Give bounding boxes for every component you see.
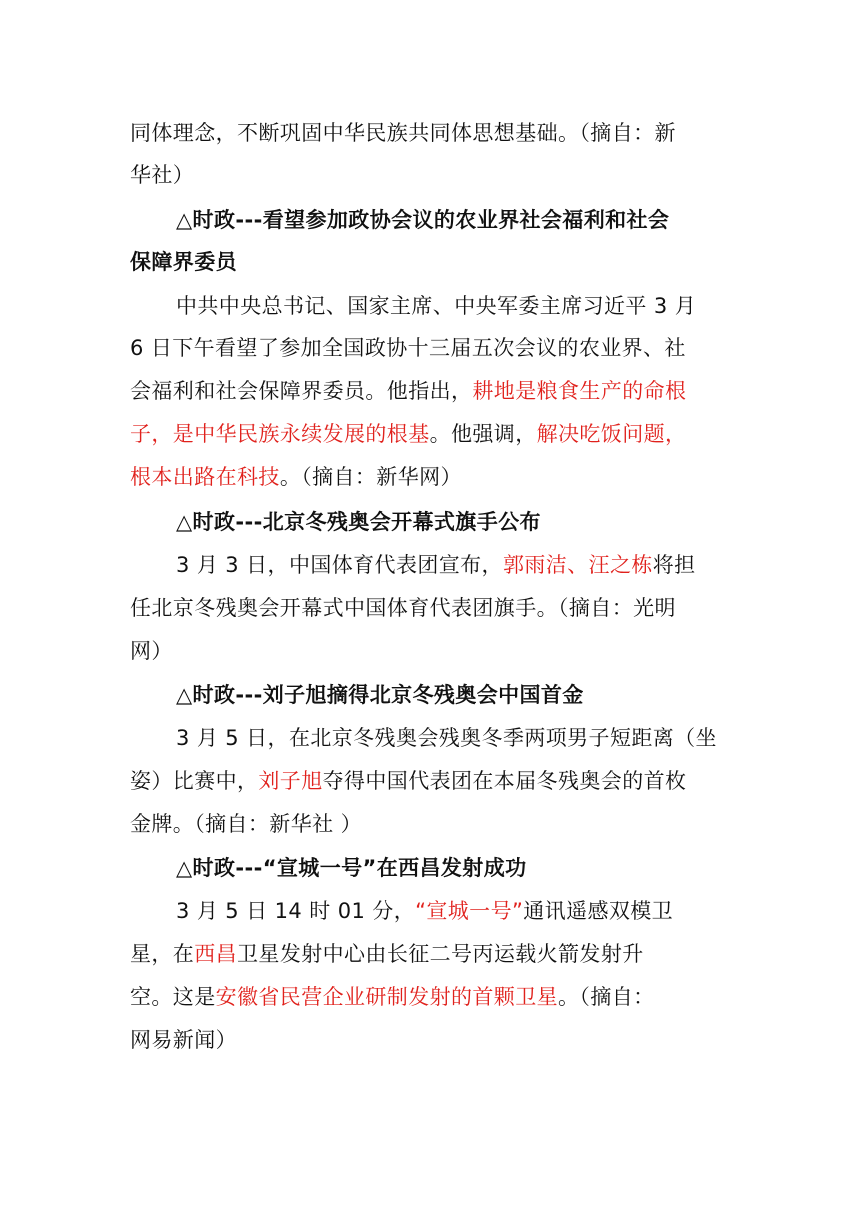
text-run: 3 月 5 日 14 时 01 分， (176, 899, 416, 923)
paragraph-line (130, 460, 732, 494)
text-run: 3 月 5 日，在北京冬残奥会残奥冬季两项男子短距离（坐 (176, 726, 717, 750)
text-run: 。他强调， (429, 422, 537, 446)
paragraph-line (130, 807, 732, 841)
text-run: 同体理念，不断巩固中华民族共同体思想基础。（摘自：新 (130, 121, 676, 145)
text-run: 3 月 3 日，中国体育代表团宣布， (176, 553, 503, 577)
paragraph-line (130, 764, 732, 798)
highlighted-text: 郭雨洁、汪之栋 (502, 553, 653, 577)
paragraph-line (130, 116, 732, 150)
paragraph-line (130, 331, 732, 365)
text-run: △时政---刘子旭摘得北京冬残奥会中国首金 (176, 683, 584, 707)
highlighted-text: 安徽省民营企业研制发射的首颗卫星 (215, 985, 559, 1009)
section-heading-line (176, 678, 778, 712)
highlighted-text: 解决吃饭问题， (536, 422, 687, 446)
section-heading-line (176, 505, 778, 539)
text-run: 星，在 (130, 942, 195, 966)
paragraph-line (130, 417, 732, 451)
text-run: 中共中央总书记、国家主席、中央军委主席习近平 3 月 (176, 294, 697, 318)
paragraph-line (130, 374, 732, 408)
paragraph-line (176, 894, 778, 928)
text-run: 6 日下午看望了参加全国政协十三届五次会议的农业界、社 (130, 336, 686, 360)
paragraph-line (130, 591, 732, 625)
text-run: △时政---看望参加政协会议的农业界社会福利和社会 (176, 208, 670, 232)
highlighted-text: 子，是中华民族永续发展的根基 (130, 422, 430, 446)
paragraph-line (176, 289, 778, 323)
text-run: 保障界委员 (130, 250, 237, 274)
text-run: 网易新闻） (130, 1028, 237, 1052)
text-run: 卫星发射中心由长征二号丙运载火箭发射升 (237, 942, 644, 966)
highlighted-text: 刘子旭 (258, 769, 323, 793)
text-run: △时政---北京冬残奥会开幕式旗手公布 (176, 510, 541, 534)
text-run: 。（摘自： (558, 985, 655, 1009)
text-run: 通讯遥感双模卫 (523, 899, 674, 923)
text-run: 空。这是 (130, 985, 216, 1009)
paragraph-line (130, 1023, 732, 1057)
highlighted-text: “宣城一号” (415, 899, 524, 923)
paragraph-line (130, 980, 732, 1014)
highlighted-text: 耕地是粮食生产的命根 (472, 379, 687, 403)
text-run: 金牌。（摘自：新华社 ） (130, 812, 362, 836)
highlighted-text: 根本出路在科技 (130, 465, 280, 489)
text-run: 华社） (130, 163, 195, 187)
paragraph-line (176, 548, 778, 582)
text-run: 会福利和社会保障界委员。他指出， (130, 379, 473, 403)
section-heading-line (176, 203, 778, 237)
paragraph-line (130, 634, 732, 668)
section-heading-line (130, 245, 732, 279)
text-run: 将担 (652, 553, 696, 577)
text-run: △时政---“宣城一号”在西昌发射成功 (176, 856, 527, 880)
highlighted-text: 西昌 (194, 942, 238, 966)
text-run: 姿）比赛中， (130, 769, 259, 793)
paragraph-line (176, 721, 778, 755)
text-run: 任北京冬残奥会开幕式中国体育代表团旗手。（摘自：光明 (130, 596, 676, 620)
paragraph-line (130, 937, 732, 971)
text-run: 夺得中国代表团在本届冬残奥会的首枚 (322, 769, 687, 793)
text-run: 。（摘自：新华网） (279, 465, 462, 489)
section-heading-line (176, 851, 778, 885)
paragraph-line (130, 158, 732, 192)
text-run: 网） (130, 639, 173, 663)
